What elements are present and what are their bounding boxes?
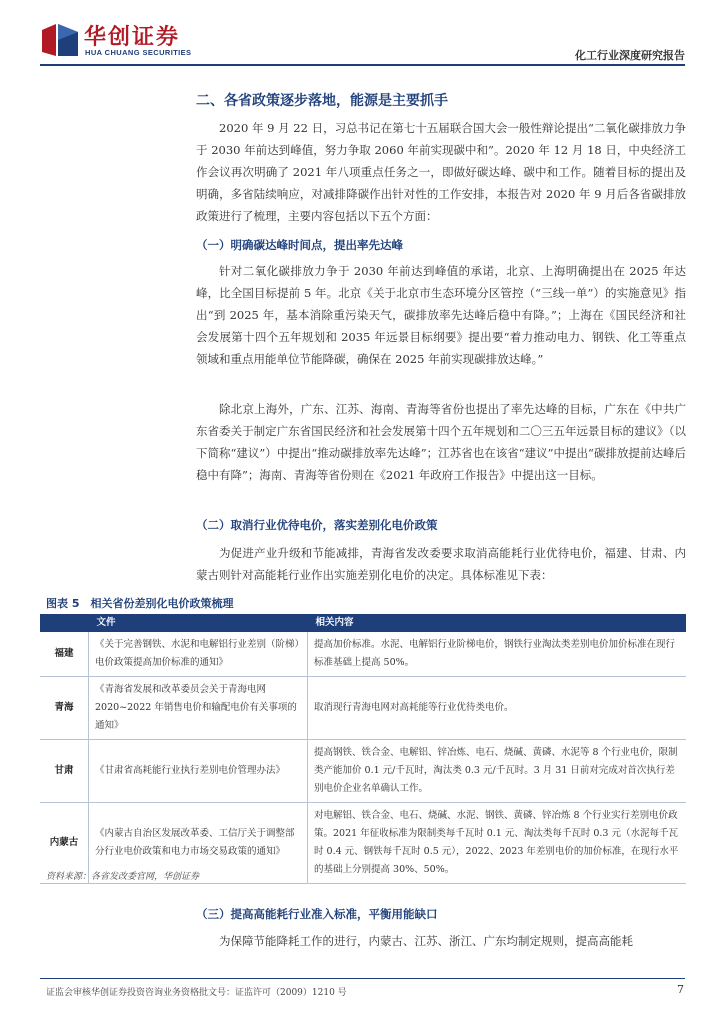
- footer-divider: [40, 978, 685, 979]
- table-header-row: [40, 614, 686, 632]
- table-source: 资料来源：各省发改委官网，华创证券: [46, 872, 200, 882]
- subsection-2-paragraph-1: 为促进产业升级和节能减排，青海省发改委要求取消高能耗行业优待电价，福建、甘肃、内蒙古则针对高能耗行业作出实施差别化电价的决定。具体标准见下表：: [196, 546, 686, 582]
- subsection-2-title: （二）取消行业优待电价，落实差别化电价政策: [196, 518, 438, 532]
- content-cell: 取消现行青海电网对高耗能等行业优待类电价。: [308, 677, 687, 740]
- subsection-1-paragraph-1: 针对二氧化碳排放力争于 2030 年前达到峰值的承诺，北京、上海明确提出在 2025 年达峰，比全国目标提前 5 年。北京《关于北京市生态环境分区管控（“三线一单”）的实施意见》指出“到 2025 年，基本消除重污染天气，碳排放率先达峰后稳中有降。”；上海在《国民经济和社会发展第十四个五年规划和 2035 年远景目标纲要》提出要“着力推动电力、钢铁、化工等重点领域和重点用能单位节能降碳，确保在 2025 年前实现碳排放达峰。”: [196, 264, 686, 366]
- table-row: [40, 632, 686, 677]
- province-cell: 内蒙古: [40, 803, 89, 884]
- file-cell: 《内蒙古自治区发展改革委、工信厅关于调整部分行业电价政策和电力市场交易政策的通知》: [89, 803, 308, 884]
- subsection-3-paragraph-1: 为保障节能降耗工作的进行，内蒙古、江苏、浙江、广东均制定规则，提高高能耗: [219, 934, 633, 948]
- file-cell: 《关于完善钢铁、水泥和电解铝行业差别（阶梯）电价政策提高加价标准的通知》: [89, 632, 308, 677]
- content-cell: 提高加价标准。水泥、电解铝行业阶梯电价，钢铁行业淘汰类差别电价加价标准在现行标准基础上提高 50%。: [308, 632, 687, 677]
- table-row: [40, 677, 686, 740]
- header-file: 文件: [89, 614, 308, 632]
- subsection-3-title: （三）提高高能耗行业准入标准，平衡用能缺口: [196, 907, 438, 921]
- file-cell: 《甘肃省高耗能行业执行差别电价管理办法》: [89, 740, 308, 803]
- section-title: 二、各省政策逐步落地，能源是主要抓手: [196, 93, 448, 109]
- table-row: [40, 740, 686, 803]
- header-content: 相关内容: [308, 614, 687, 632]
- province-cell: 福建: [40, 632, 89, 677]
- logo-name-en: HUA CHUANG SECURITIES: [85, 48, 192, 57]
- province-cell: 甘肃: [40, 740, 89, 803]
- page-header: [40, 18, 685, 62]
- content-cell: 对电解铝、铁合金、电石、烧碱、水泥、钢铁、黄磷、锌冶炼 8 个行业实行差别电价政策。2021 年征收标准为限制类每千瓦时 0.1 元、淘汰类每千瓦时 0.3 元（水泥每千瓦时 0.4 元、钢铁每千瓦时 0.5 元），2022、2023 年差别电价的加价标准，在现行水平的基础上分别提高 30%、50%。: [308, 803, 687, 884]
- page-number: 7: [677, 983, 684, 996]
- province-cell: 青海: [40, 677, 89, 740]
- company-logo-icon: [40, 22, 80, 58]
- footer-license: 证监会审核华创证券投资咨询业务资格批文号：证监许可（2009）1210 号: [46, 988, 347, 998]
- policy-table: [40, 614, 686, 884]
- logo-name-cn: 华创证券: [84, 25, 181, 50]
- header-divider: [40, 64, 685, 66]
- subsection-1-paragraph-2: 除北京上海外，广东、江苏、海南、青海等省份也提出了率先达峰的目标，广东在《中共广东省委关于制定广东省国民经济和社会发展第十四个五年规划和二〇三五年远景目标的建议》（以下简称“建议”）中提出“推动碳排放率先达峰”；江苏省也在该省“建议”中提出“碳排放提前达峰后稳中有降”；海南、青海等省份则在《2021 年政府工作报告》中提出这一目标。: [196, 402, 686, 482]
- table-title: 图表 5 相关省份差别化电价政策梳理: [46, 597, 234, 610]
- report-type: 化工行业深度研究报告: [575, 49, 685, 62]
- file-cell: 《青海省发展和改革委员会关于青海电网 2020~2022 年销售电价和输配电价有关事项的通知》: [89, 677, 308, 740]
- section-intro-paragraph: 2020 年 9 月 22 日，习总书记在第七十五届联合国大会一般性辩论提出“二氧化碳排放力争于 2030 年前达到峰值，努力争取 2060 年前实现碳中和”。2020 年 12 月 18 日，中央经济工作会议再次明确了 2021 年八项重点任务之一，即做好碳达峰、碳中和工作。随着目标的提出及明确，多省陆续响应，对减排降碳作出针对性的工作安排，本报告对 2020 年 9 月后各省碳排放政策进行了梳理，主要内容包括以下五个方面：: [196, 121, 686, 223]
- content-cell: 提高钢铁、铁合金、电解铝、锌冶炼、电石、烧碱、黄磷、水泥等 8 个行业电价，限制类产能加价 0.1 元/千瓦时，淘汰类 0.3 元/千瓦时。3 月 31 日前对完成对首次执行差别电价企业名单确认工作。: [308, 740, 687, 803]
- subsection-1-title: （一）明确碳达峰时间点，提出率先达峰: [196, 238, 403, 252]
- header-province: [40, 614, 89, 632]
